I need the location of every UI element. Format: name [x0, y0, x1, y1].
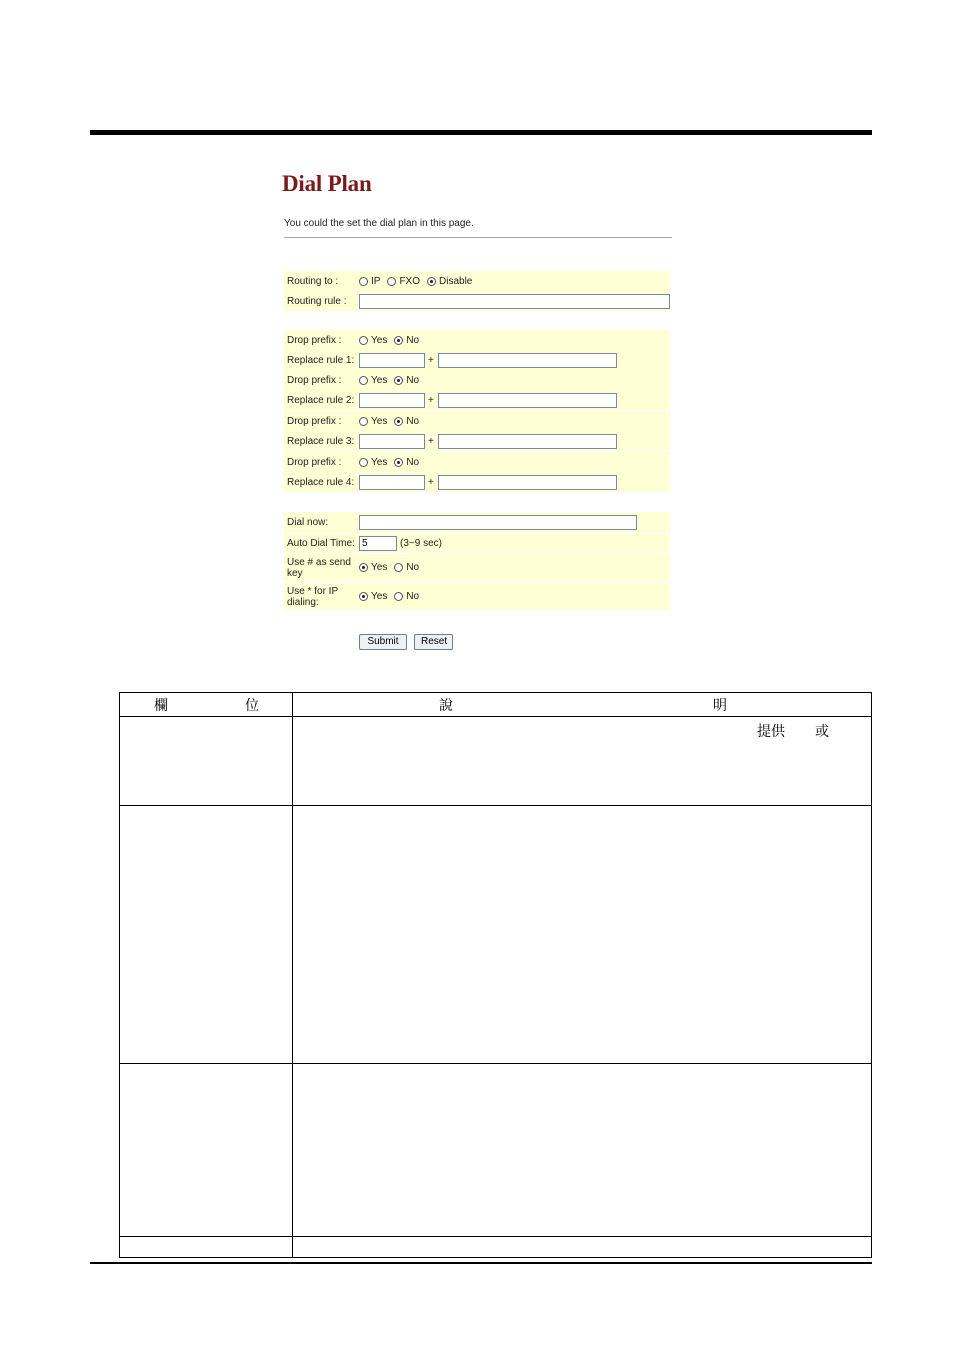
- replace-rule-1-row: [284, 350, 670, 370]
- use-hash-row: [284, 554, 670, 581]
- replace-rule-2-prefix-input[interactable]: [359, 393, 425, 408]
- drop-prefix-4-yes-radio[interactable]: [359, 458, 368, 467]
- description-header: 說 明: [293, 693, 872, 717]
- auto-dial-time-label: Auto Dial Time:: [287, 538, 355, 549]
- drop-prefix-1-label: Drop prefix :: [287, 334, 342, 346]
- table-cell: [120, 1064, 293, 1237]
- replace-rule-3-row: [284, 431, 670, 451]
- drop-prefix-2-yes-radio[interactable]: [359, 376, 368, 385]
- table-cell: [293, 1237, 872, 1258]
- routing-fxo-option[interactable]: FXO: [387, 276, 420, 287]
- replace-rule-4-row: [284, 472, 670, 492]
- drop-prefix-2-label: Drop prefix :: [287, 374, 342, 386]
- drop-prefix-3-yes[interactable]: Yes: [359, 416, 387, 427]
- routing-rule-label: Routing rule :: [287, 295, 347, 307]
- drop-prefix-2-no-radio[interactable]: [394, 376, 403, 385]
- bottom-rule: [90, 1262, 872, 1264]
- replace-rule-1-replace-input[interactable]: [438, 353, 617, 368]
- table-row: [120, 806, 872, 1064]
- drop-prefix-4-no-radio[interactable]: [394, 458, 403, 467]
- drop-prefix-4-row: [284, 452, 670, 472]
- dial-now-row: [284, 512, 670, 533]
- auto-dial-time-row: [284, 534, 670, 553]
- auto-dial-time-hint: (3~9 sec): [400, 538, 442, 549]
- replace-rule-2-row: [284, 390, 670, 410]
- routing-rule-input[interactable]: [359, 294, 670, 309]
- drop-prefix-2-no[interactable]: No: [394, 375, 419, 386]
- use-star-no-radio[interactable]: [394, 592, 403, 601]
- table-cell: [293, 806, 872, 1064]
- drop-prefix-1-no-radio[interactable]: [394, 336, 403, 345]
- replace-rule-2-replace-input[interactable]: [438, 393, 617, 408]
- use-star-yes[interactable]: Yes: [359, 591, 387, 602]
- use-star-row: [284, 583, 670, 610]
- routing-to-label: Routing to :: [287, 275, 339, 287]
- use-hash-no[interactable]: No: [394, 562, 419, 573]
- routing-disable-radio[interactable]: [427, 277, 436, 286]
- top-rule: [90, 130, 872, 135]
- use-star-no[interactable]: No: [394, 591, 419, 602]
- drop-prefix-2-yes[interactable]: Yes: [359, 375, 387, 386]
- replace-rule-1-label: Replace rule 1:: [287, 354, 355, 366]
- replace-rule-4-prefix-input[interactable]: [359, 475, 425, 490]
- drop-prefix-1-no[interactable]: No: [394, 335, 419, 346]
- reset-button[interactable]: Reset: [414, 634, 453, 650]
- plus-sign: +: [428, 354, 434, 366]
- use-hash-yes-radio[interactable]: [359, 563, 368, 572]
- routing-to-row: [284, 271, 670, 291]
- table-cell: [120, 717, 293, 806]
- replace-rule-3-replace-input[interactable]: [438, 434, 617, 449]
- dial-now-input[interactable]: [359, 515, 637, 530]
- table-row: [120, 1237, 872, 1258]
- routing-rule-row: [284, 291, 670, 311]
- replace-rule-4-label: Replace rule 4:: [287, 476, 355, 488]
- plus-sign: +: [428, 435, 434, 447]
- replace-rule-3-label: Replace rule 3:: [287, 435, 355, 447]
- use-hash-no-radio[interactable]: [394, 563, 403, 572]
- submit-button[interactable]: Submit: [359, 634, 407, 650]
- page-subtitle: You could the set the dial plan in this page.: [284, 218, 474, 229]
- use-star-label: Use * for IP dialing:: [287, 585, 338, 608]
- drop-prefix-1-yes-radio[interactable]: [359, 336, 368, 345]
- drop-prefix-3-yes-radio[interactable]: [359, 417, 368, 426]
- routing-ip-radio[interactable]: [359, 277, 368, 286]
- auto-dial-time-input[interactable]: [359, 536, 397, 551]
- drop-prefix-3-no-radio[interactable]: [394, 417, 403, 426]
- plus-sign: +: [428, 476, 434, 488]
- drop-prefix-4-yes[interactable]: Yes: [359, 457, 387, 468]
- replace-rule-2-label: Replace rule 2:: [287, 394, 355, 406]
- description-table: [119, 692, 872, 1258]
- routing-disable-option[interactable]: Disable: [427, 276, 472, 287]
- drop-prefix-2-row: [284, 370, 670, 390]
- use-hash-label: Use # as send key: [287, 556, 351, 579]
- table-row: [120, 1064, 872, 1237]
- drop-prefix-3-label: Drop prefix :: [287, 415, 342, 427]
- title-divider: [284, 237, 672, 238]
- field-header: 欄 位: [120, 693, 293, 717]
- table-header-row: [120, 693, 872, 717]
- table-cell: [293, 1064, 872, 1237]
- replace-rule-4-replace-input[interactable]: [438, 475, 617, 490]
- drop-prefix-3-no[interactable]: No: [394, 416, 419, 427]
- drop-prefix-1-row: [284, 330, 670, 350]
- drop-prefix-4-no[interactable]: No: [394, 457, 419, 468]
- table-row: [120, 717, 872, 806]
- replace-rule-1-prefix-input[interactable]: [359, 353, 425, 368]
- use-star-yes-radio[interactable]: [359, 592, 368, 601]
- table-cell: [120, 806, 293, 1064]
- replace-rule-3-prefix-input[interactable]: [359, 434, 425, 449]
- drop-prefix-4-label: Drop prefix :: [287, 456, 342, 468]
- drop-prefix-3-row: [284, 411, 670, 431]
- use-hash-yes[interactable]: Yes: [359, 562, 387, 573]
- table-cell: 提供 或: [293, 717, 872, 806]
- plus-sign: +: [428, 394, 434, 406]
- page-title: Dial Plan: [282, 171, 372, 196]
- dial-now-label: Dial now:: [287, 517, 329, 528]
- drop-prefix-1-yes[interactable]: Yes: [359, 335, 387, 346]
- table-cell: [120, 1237, 293, 1258]
- routing-fxo-radio[interactable]: [387, 277, 396, 286]
- routing-ip-option[interactable]: IP: [359, 276, 380, 287]
